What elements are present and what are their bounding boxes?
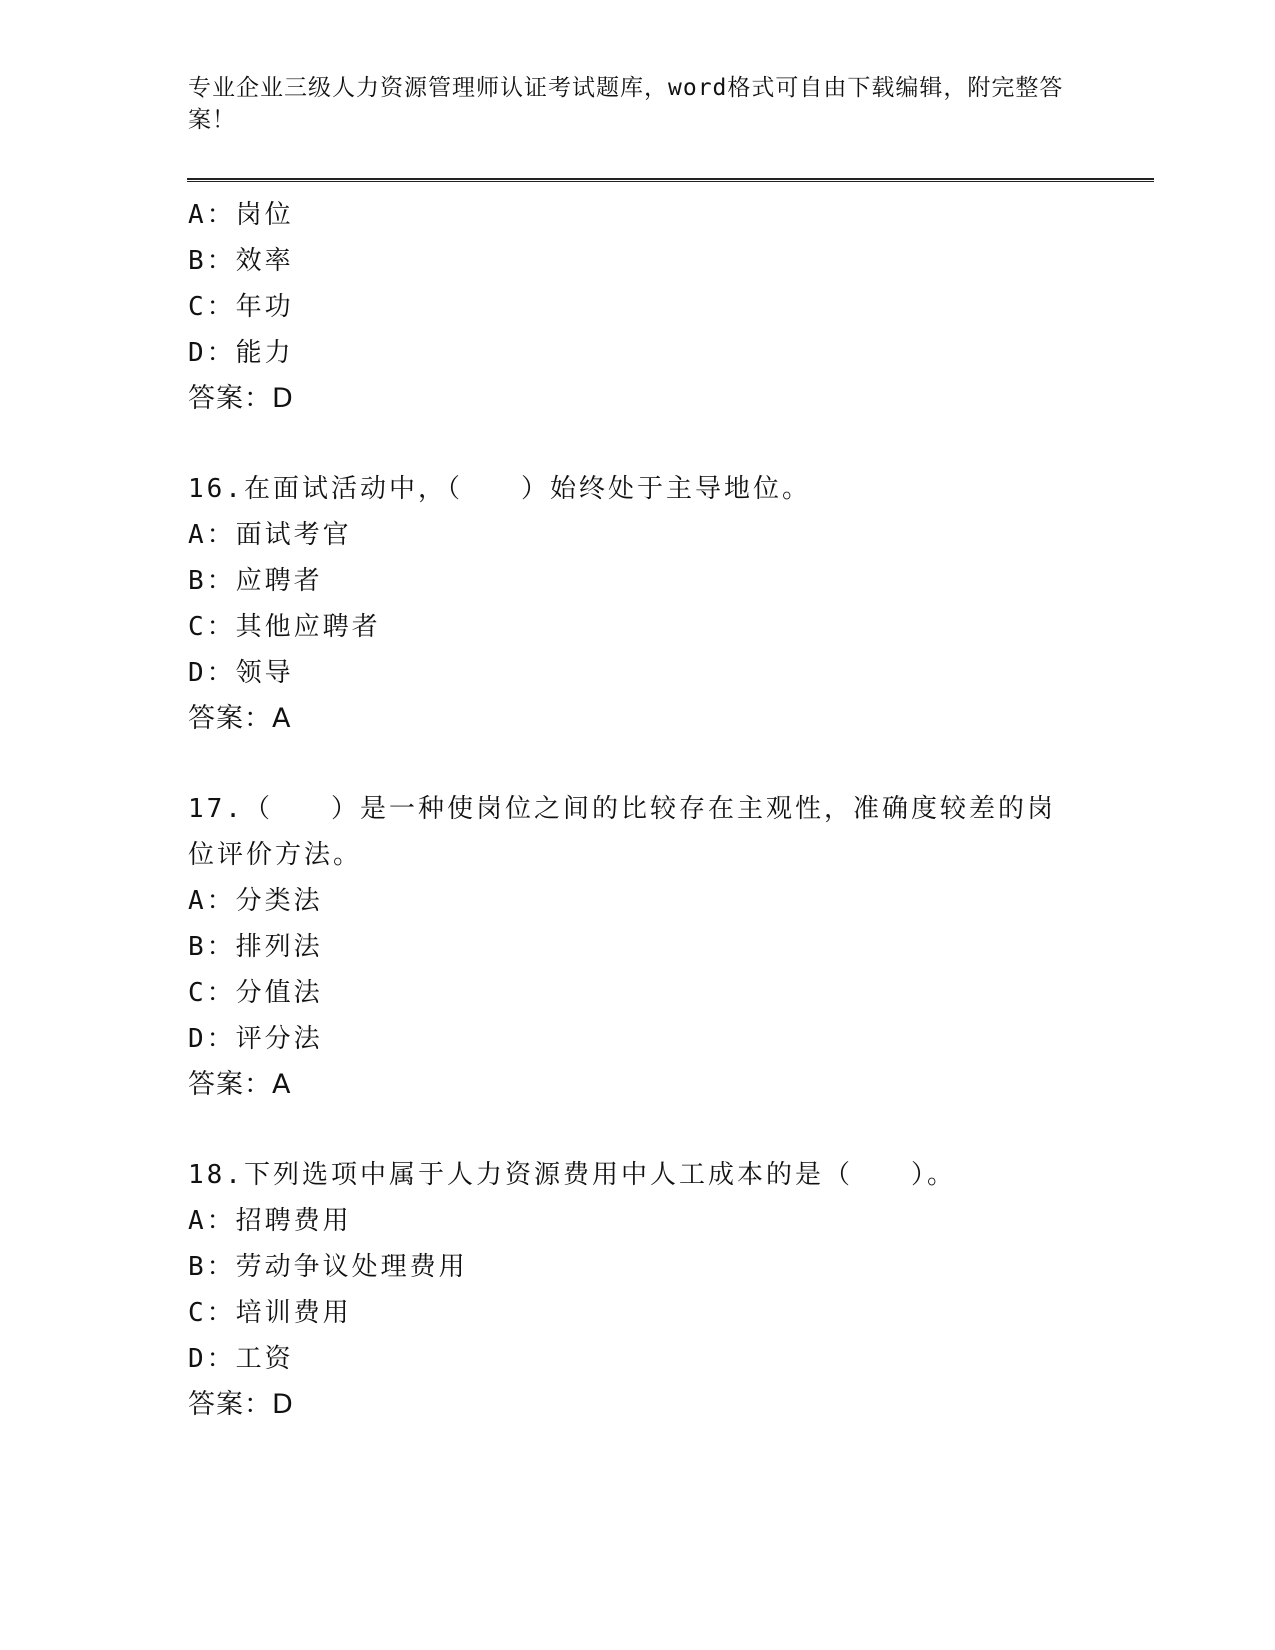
option-c: C：其他应聘者 <box>188 612 381 642</box>
option-b: B：排列法 <box>188 932 323 962</box>
option-d: D：评分法 <box>188 1024 323 1054</box>
answer: 答案：A <box>188 1069 292 1100</box>
option-c: C：年功 <box>188 292 294 322</box>
option-a: A：面试考官 <box>188 520 352 550</box>
spacer <box>188 742 1088 786</box>
spacer <box>188 1108 1088 1152</box>
question-stem: 17.（ ）是一种使岗位之间的比较存在主观性，准确度较差的岗位评价方法。 <box>188 794 1056 870</box>
page-header: 专业企业三级人力资源管理师认证考试题库，word格式可自由下载编辑，附完整答案！ <box>188 75 1064 133</box>
option-b: B：应聘者 <box>188 566 323 596</box>
question-stem: 16.在面试活动中，（ ）始终处于主导地位。 <box>188 474 811 504</box>
option-a: A：招聘费用 <box>188 1206 352 1236</box>
question-18 <box>188 1152 1088 1428</box>
option-c: C：培训费用 <box>188 1298 352 1328</box>
question-16 <box>188 466 1088 742</box>
question-list <box>188 192 1088 1428</box>
answer: 答案：A <box>188 703 292 734</box>
option-a: A：岗位 <box>188 200 294 230</box>
question-17 <box>188 786 1088 1108</box>
option-d: D：领导 <box>188 658 294 688</box>
option-d: D：能力 <box>188 338 294 368</box>
header-divider <box>187 178 1154 182</box>
option-d: D：工资 <box>188 1344 294 1374</box>
answer: 答案：D <box>188 383 294 414</box>
option-b: B：劳动争议处理费用 <box>188 1252 468 1282</box>
question-stem: 18.下列选项中属于人力资源费用中人工成本的是（ ）。 <box>188 1160 956 1190</box>
option-c: C：分值法 <box>188 978 323 1008</box>
spacer <box>188 422 1088 466</box>
question-15-continued <box>188 192 1088 422</box>
option-b: B：效率 <box>188 246 294 276</box>
option-a: A：分类法 <box>188 886 323 916</box>
answer: 答案：D <box>188 1389 294 1420</box>
